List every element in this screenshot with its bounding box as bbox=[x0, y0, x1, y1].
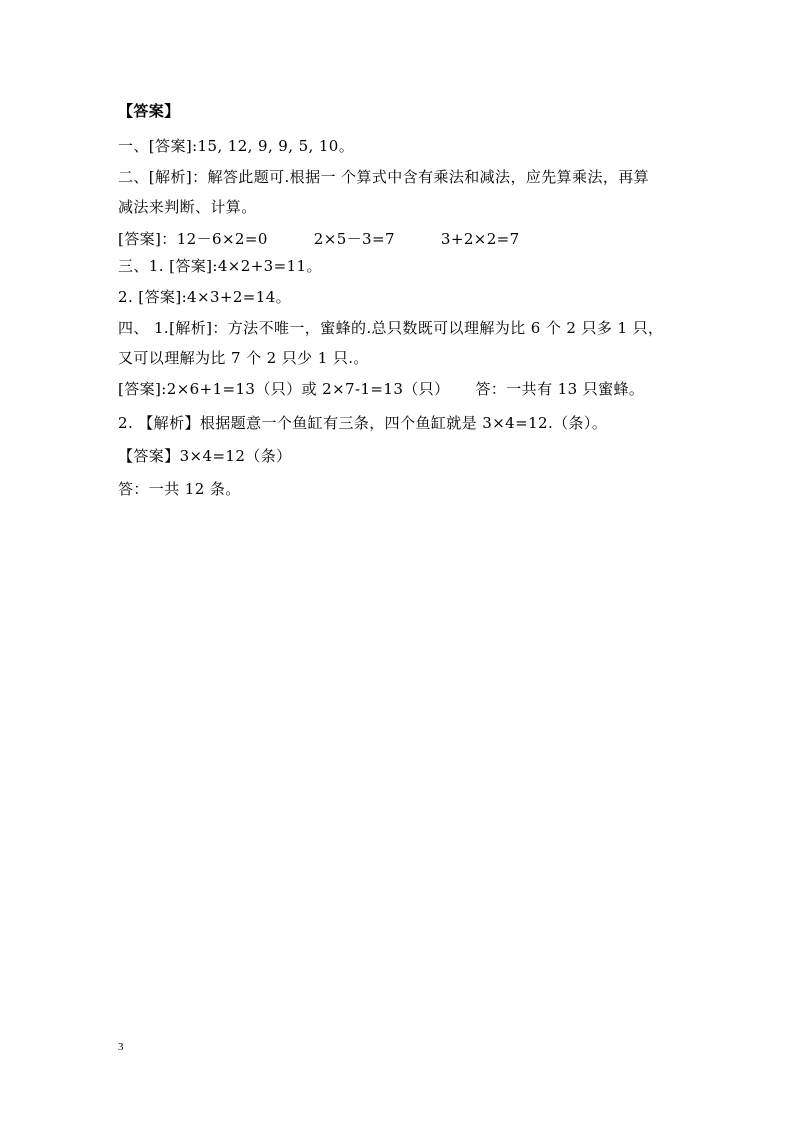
section-4-analysis-cont: 又可以理解为比 7 个 2 只少 1 只.。 bbox=[118, 349, 369, 367]
equation-3: 3+2×2=7 bbox=[440, 230, 520, 248]
section-2-analysis: 二、[解析]：解答此题可.根据一 个算式中含有乘法和减法，应先算乘法，再算 bbox=[118, 168, 650, 186]
section-4-answer bbox=[118, 379, 644, 399]
section-4-answer-text: [答案]:2×6+1=13（只）或 2×7-1=13（只） bbox=[118, 380, 450, 398]
section-1-answer: 一、[答案]:15, 12, 9, 9, 5, 10。 bbox=[118, 137, 355, 155]
section-3-item-1: 三、1. [答案]:4×2+3=11。 bbox=[118, 257, 322, 275]
section-2-answer-label: [答案]： bbox=[118, 230, 177, 248]
section-2-analysis-cont: 减法来判断、计算。 bbox=[118, 198, 257, 216]
equation-1: 12－6×2=0 bbox=[176, 230, 268, 248]
section-2-answer bbox=[118, 229, 520, 249]
equation-2: 2×5－3=7 bbox=[313, 230, 395, 248]
section-4-analysis: 四、 1.[解析]：方法不唯一，蜜蜂的.总只数既可以理解为比 6 个 2 只多 1 只， bbox=[118, 319, 664, 337]
page-number: 3 bbox=[118, 1041, 124, 1053]
answer-heading: 【答案】 bbox=[118, 102, 180, 120]
section-4-item-2-analysis: 2. 【解析】根据题意一个鱼缸有三条，四个鱼缸就是 3×4=12.（条）。 bbox=[118, 414, 608, 432]
section-4-item-2-answer: 【答案】3×4=12（条） bbox=[118, 447, 292, 465]
section-4-item-2-reply: 答：一共 12 条。 bbox=[118, 480, 241, 498]
section-3-item-2: 2. [答案]:4×3+2=14。 bbox=[118, 288, 292, 306]
section-4-reply: 答：一共有 13 只蜜蜂。 bbox=[475, 380, 645, 398]
